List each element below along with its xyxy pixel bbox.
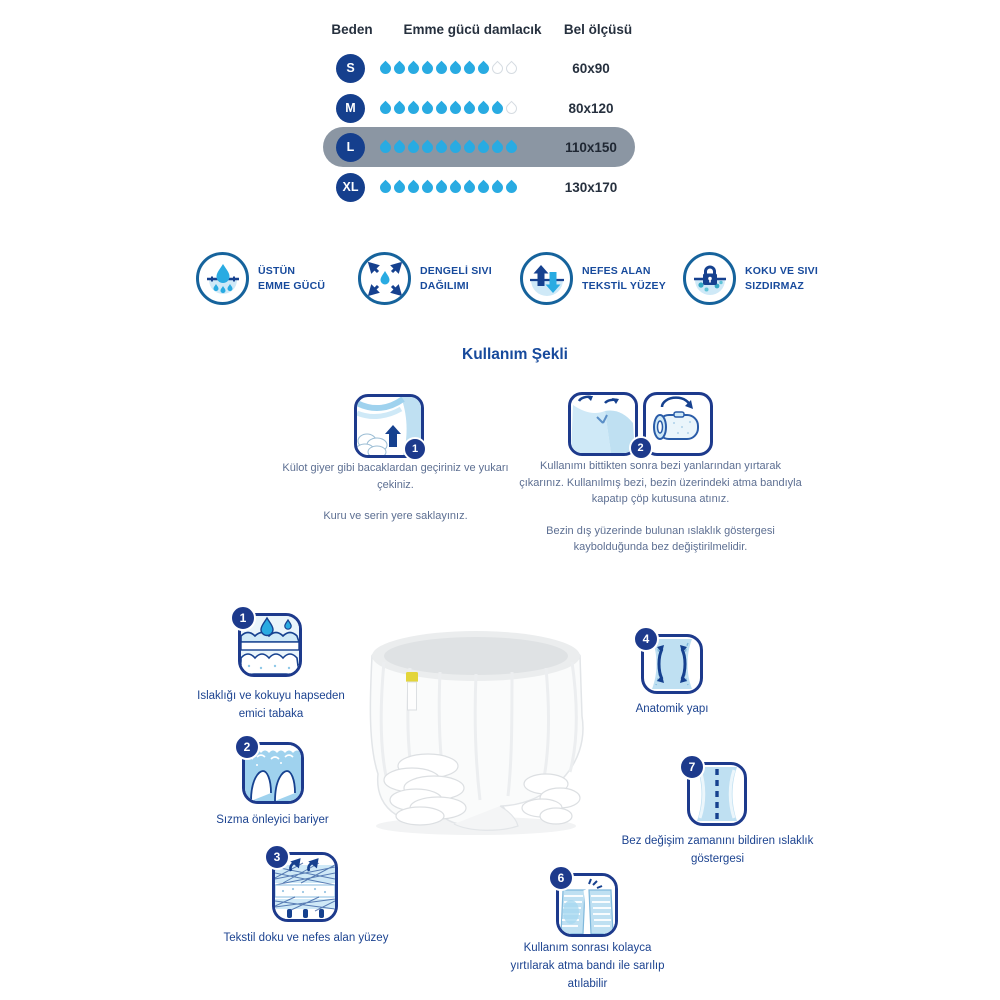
balanced-distribution-icon (358, 252, 411, 305)
odor-liquid-lock-icon (683, 252, 736, 305)
droplet-filled (377, 179, 393, 195)
feature-label: DENGELİ SIVI DAĞILIMI (420, 265, 492, 292)
droplet-filled (503, 179, 519, 195)
droplet-filled (391, 139, 407, 155)
size-row-l-selected (323, 127, 635, 167)
droplet-filled (405, 139, 421, 155)
droplet-filled (447, 139, 463, 155)
callout-3-label: Tekstil doku ve nefes alan yüzey (223, 932, 389, 944)
droplet-filled (461, 60, 477, 76)
breathable-textile-icon (520, 252, 573, 305)
size-option-s[interactable]: S (336, 54, 365, 83)
waist-column-header: Bel ölçüsü (563, 22, 633, 37)
droplet-filled (433, 139, 449, 155)
superior-absorbency-icon (196, 252, 249, 305)
step-1-number-badge: 1 (403, 437, 427, 461)
callout-7-number-badge: 7 (679, 754, 705, 780)
absorbency-droplets (378, 63, 536, 74)
waist-measurement: 80x120 (568, 100, 614, 116)
step-2-number-badge: 2 (629, 436, 653, 460)
callout-3 (272, 852, 338, 922)
absorbency-droplets (378, 103, 536, 114)
tear-off-illustration (568, 392, 638, 456)
feature-breathable-textile (520, 252, 666, 305)
droplet-filled (377, 139, 393, 155)
droplet-filled (433, 179, 449, 195)
droplet-filled (405, 100, 421, 116)
waist-measurement: 60x90 (572, 60, 610, 76)
droplet-filled (433, 100, 449, 116)
droplet-filled (405, 179, 421, 195)
callout-2-label: Sızma önleyici bariyer (216, 814, 329, 826)
feature-label: ÜSTÜN EMME GÜCÜ (258, 265, 326, 292)
absorbency-droplets (378, 182, 536, 193)
size-row-m (323, 88, 635, 128)
callout-6-number-badge: 6 (548, 865, 574, 891)
droplet-filled (447, 60, 463, 76)
droplet-filled (377, 60, 393, 76)
size-row-xl (323, 167, 635, 207)
droplet-filled (447, 100, 463, 116)
droplet-filled (419, 100, 435, 116)
droplet-filled (475, 139, 491, 155)
size-option-m[interactable]: M (336, 94, 365, 123)
callout-2 (242, 742, 304, 804)
callout-7 (687, 762, 747, 826)
usage-step-2-illustration (568, 392, 713, 456)
feature-balanced-distribution (358, 252, 492, 305)
droplet-filled (419, 179, 435, 195)
droplet-filled (489, 179, 505, 195)
droplet-filled (419, 60, 435, 76)
droplet-filled (447, 179, 463, 195)
droplet-filled (391, 179, 407, 195)
droplet-filled (419, 139, 435, 155)
droplet-empty (503, 60, 519, 76)
droplet-filled (391, 60, 407, 76)
size-row-s (323, 48, 635, 88)
droplet-filled (461, 179, 477, 195)
size-option-xl[interactable]: XL (336, 173, 365, 202)
product-image (350, 616, 602, 849)
callout-1 (238, 613, 302, 677)
waist-measurement: 110x150 (565, 139, 617, 155)
droplet-filled (461, 100, 477, 116)
rolled-diaper-illustration (643, 392, 713, 456)
droplet-filled (503, 139, 519, 155)
callout-4-label: Anatomik yapı (635, 703, 709, 715)
usage-step-1-text: Külot giyer gibi bacaklardan geçiriniz ve yukarı çekiniz. Kuru ve serin yere saklayınız. (282, 462, 509, 522)
size-option-l[interactable]: L (336, 133, 365, 162)
callout-6-label: Kullanım sonrası kolayca yırtılarak atma bandı ile sarılıp atılabilir (510, 942, 665, 990)
usage-step-1-illustration (354, 394, 424, 458)
yellow-tag (406, 672, 418, 682)
callout-1-number-badge: 1 (230, 605, 256, 631)
absorbency-droplets (378, 142, 536, 153)
feature-label: NEFES ALAN TEKSTİL YÜZEY (582, 265, 666, 292)
droplet-empty (503, 100, 519, 116)
droplet-filled (489, 139, 505, 155)
callout-7-label: Bez değişim zamanını bildiren ıslaklık göstergesi (621, 835, 814, 865)
feature-odor-liquid-lock (683, 252, 818, 305)
waist-measurement: 130x170 (564, 179, 618, 195)
droplet-filled (391, 100, 407, 116)
feature-label: KOKU VE SIVI SIZDIRMAZ (745, 265, 818, 292)
droplet-filled (461, 139, 477, 155)
callout-4-number-badge: 4 (633, 626, 659, 652)
droplet-filled (433, 60, 449, 76)
feature-superior-absorbency (196, 252, 325, 305)
size-column-header: Beden (331, 22, 373, 37)
callout-2-number-badge: 2 (234, 734, 260, 760)
droplet-filled (405, 60, 421, 76)
callout-4 (641, 634, 703, 694)
usage-step-2-text: Kullanımı bittikten sonra bezi yanlarından yırtarak çıkarınız. Kullanılmış bezi, bezin üzerindeki atma bandıyla kapatıp çöp kutusuna atınız. Bezin dış yüzerinde bulunan ıslaklık göstergesi kaybolduğunda bez değiştirilmelidir. (519, 460, 802, 553)
callout-6 (556, 873, 618, 937)
absorbency-column-header: Emme gücü damlacık (403, 22, 542, 37)
callout-3-number-badge: 3 (264, 844, 290, 870)
droplet-filled (489, 100, 505, 116)
droplet-empty (489, 60, 505, 76)
callout-1-label: Islaklığı ve kokuyu hapseden emici tabaka (197, 690, 345, 720)
usage-section-title: Kullanım Şekli (462, 346, 568, 363)
droplet-filled (475, 100, 491, 116)
droplet-filled (475, 60, 491, 76)
droplet-filled (475, 179, 491, 195)
droplet-filled (377, 100, 393, 116)
